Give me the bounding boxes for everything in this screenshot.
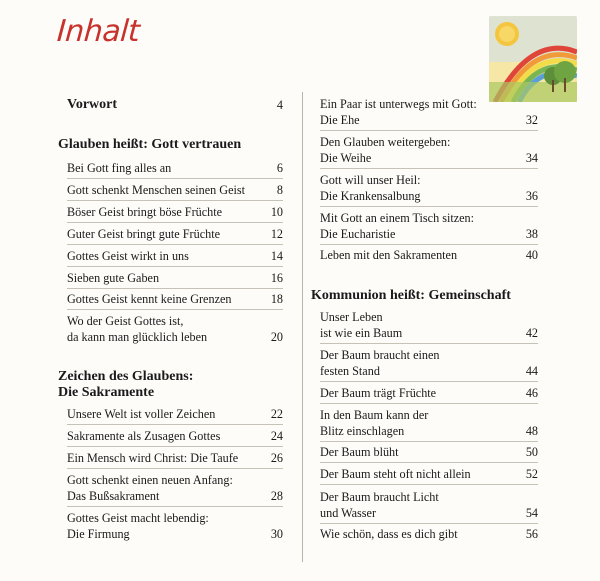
divider — [320, 206, 538, 207]
divider — [320, 523, 538, 524]
page-number: 46 — [525, 386, 538, 400]
page-number: 42 — [525, 326, 538, 340]
divider — [320, 130, 538, 131]
toc-entry[interactable] — [67, 450, 283, 466]
entry-title: Gott will unser Heil: Die Krankensalbung — [320, 173, 421, 203]
toc-entry[interactable] — [67, 160, 283, 176]
toc-entry[interactable] — [320, 444, 538, 460]
page-number: 20 — [270, 330, 283, 344]
entry-title: In den Baum kann der Blitz einschlagen — [320, 408, 429, 438]
page-number: 36 — [525, 189, 538, 203]
divider — [320, 244, 538, 245]
toc-entry[interactable] — [67, 291, 283, 307]
divider — [67, 309, 283, 310]
page-number: 28 — [270, 489, 283, 503]
divider — [320, 441, 538, 442]
entry-title: Wie schön, dass es dich gibt — [320, 527, 458, 541]
entry-title: Bei Gott fing alles an — [67, 161, 172, 175]
page-number: 40 — [525, 248, 538, 262]
page-number: 52 — [525, 467, 538, 481]
entry-title: Den Glauben weitergeben: Die Weihe — [320, 135, 451, 165]
toc-entry[interactable] — [67, 472, 283, 504]
page-number: 48 — [525, 424, 538, 438]
entry-title: Ein Mensch wird Christ: Die Taufe — [67, 451, 239, 465]
divider — [67, 222, 283, 223]
toc-entry[interactable] — [320, 407, 538, 439]
entry-title: Guter Geist bringt gute Früchte — [67, 227, 220, 241]
page-number: 26 — [270, 451, 283, 465]
section-heading: Glauben heißt: Gott vertrauen — [58, 137, 242, 152]
toc-entry[interactable] — [67, 406, 283, 422]
entry-title: Der Baum trägt Früchte — [320, 386, 437, 400]
divider — [67, 424, 283, 425]
entry-title: Sieben gute Gaben — [67, 271, 160, 285]
entry-title: Der Baum braucht Licht und Wasser — [320, 490, 439, 520]
toc-entry[interactable] — [320, 466, 538, 482]
toc-entry[interactable] — [67, 428, 283, 444]
divider — [67, 468, 283, 469]
toc-entry[interactable] — [320, 96, 538, 128]
divider — [67, 506, 283, 507]
entry-title: Der Baum blüht — [320, 445, 399, 459]
entry-title: Gottes Geist wirkt in uns — [67, 249, 189, 263]
divider — [67, 446, 283, 447]
divider — [320, 343, 538, 344]
divider — [320, 168, 538, 169]
entry-title: Wo der Geist Gottes ist, da kann man glücklich leben — [67, 314, 208, 344]
page-number: 16 — [270, 271, 283, 285]
section-heading: Zeichen des Glaubens: — [58, 369, 194, 384]
section-heading: Kommunion heißt: Gemeinschaft — [311, 288, 511, 303]
page-number: 54 — [525, 506, 538, 520]
page-number: 50 — [525, 445, 538, 459]
toc-entry[interactable] — [320, 347, 538, 379]
toc-entry[interactable] — [320, 210, 538, 242]
entry-title: Unser Leben ist wie ein Baum — [320, 310, 403, 340]
page-number: 34 — [525, 151, 538, 165]
toc-entry[interactable] — [320, 489, 538, 521]
toc-entry[interactable] — [320, 309, 538, 341]
page-number: 24 — [270, 429, 283, 443]
entry-title: Gott schenkt Menschen seinen Geist — [67, 183, 246, 197]
entry-title: Ein Paar ist unterwegs mit Gott: Die Ehe — [320, 97, 477, 127]
entry-title: Gott schenkt einen neuen Anfang: Das Bußsakrament — [67, 473, 233, 503]
toc-entry[interactable] — [67, 510, 283, 542]
toc-entry[interactable] — [320, 172, 538, 204]
page-number: 22 — [270, 407, 283, 421]
entry-title: Unsere Welt ist voller Zeichen — [67, 407, 216, 421]
toc-entry[interactable] — [320, 247, 538, 263]
entry-title: Gottes Geist macht lebendig: Die Firmung — [67, 511, 209, 541]
page-number: 12 — [270, 227, 283, 241]
toc-entry[interactable] — [67, 248, 283, 264]
page-number: 44 — [525, 364, 538, 378]
entry-title: Gottes Geist kennt keine Grenzen — [67, 292, 232, 306]
divider — [320, 484, 538, 485]
divider — [67, 288, 283, 289]
rainbow-sun-trees-icon — [489, 16, 577, 102]
column-divider — [302, 92, 303, 562]
toc-entry[interactable] — [67, 182, 283, 198]
toc-entry-vorwort[interactable] — [67, 97, 283, 113]
divider — [67, 266, 283, 267]
entry-title: Der Baum braucht einen festen Stand — [320, 348, 440, 378]
divider — [67, 200, 283, 201]
entry-title: Sakramente als Zusagen Gottes — [67, 429, 221, 443]
entry-title: Mit Gott an einem Tisch sitzen: Die Eucharistie — [320, 211, 475, 241]
page-number: 10 — [270, 205, 283, 219]
page-number: 56 — [525, 527, 538, 541]
page-number: 4 — [276, 98, 283, 112]
toc-heading: Vorwort — [67, 97, 118, 112]
toc-entry[interactable] — [67, 313, 283, 345]
entry-title: Böser Geist bringt böse Früchte — [67, 205, 223, 219]
divider — [67, 244, 283, 245]
divider — [320, 403, 538, 404]
entry-title: Leben mit den Sakramenten — [320, 248, 458, 262]
section-heading: Die Sakramente — [58, 385, 155, 400]
page-number: 14 — [270, 249, 283, 263]
page-title: Inhalt — [55, 14, 141, 49]
page-number: 32 — [525, 113, 538, 127]
page-number: 6 — [276, 161, 283, 175]
toc-entry[interactable] — [320, 134, 538, 166]
toc-entry[interactable] — [320, 385, 538, 401]
toc-entry[interactable] — [67, 270, 283, 286]
divider — [320, 381, 538, 382]
toc-entry[interactable] — [320, 526, 538, 542]
entry-title: Der Baum steht oft nicht allein — [320, 467, 471, 481]
page-number: 18 — [270, 292, 283, 306]
page-number: 38 — [525, 227, 538, 241]
toc-entry[interactable] — [67, 204, 283, 220]
divider — [67, 178, 283, 179]
divider — [320, 462, 538, 463]
page-number: 30 — [270, 527, 283, 541]
toc-entry[interactable] — [67, 226, 283, 242]
page-number: 8 — [276, 183, 283, 197]
